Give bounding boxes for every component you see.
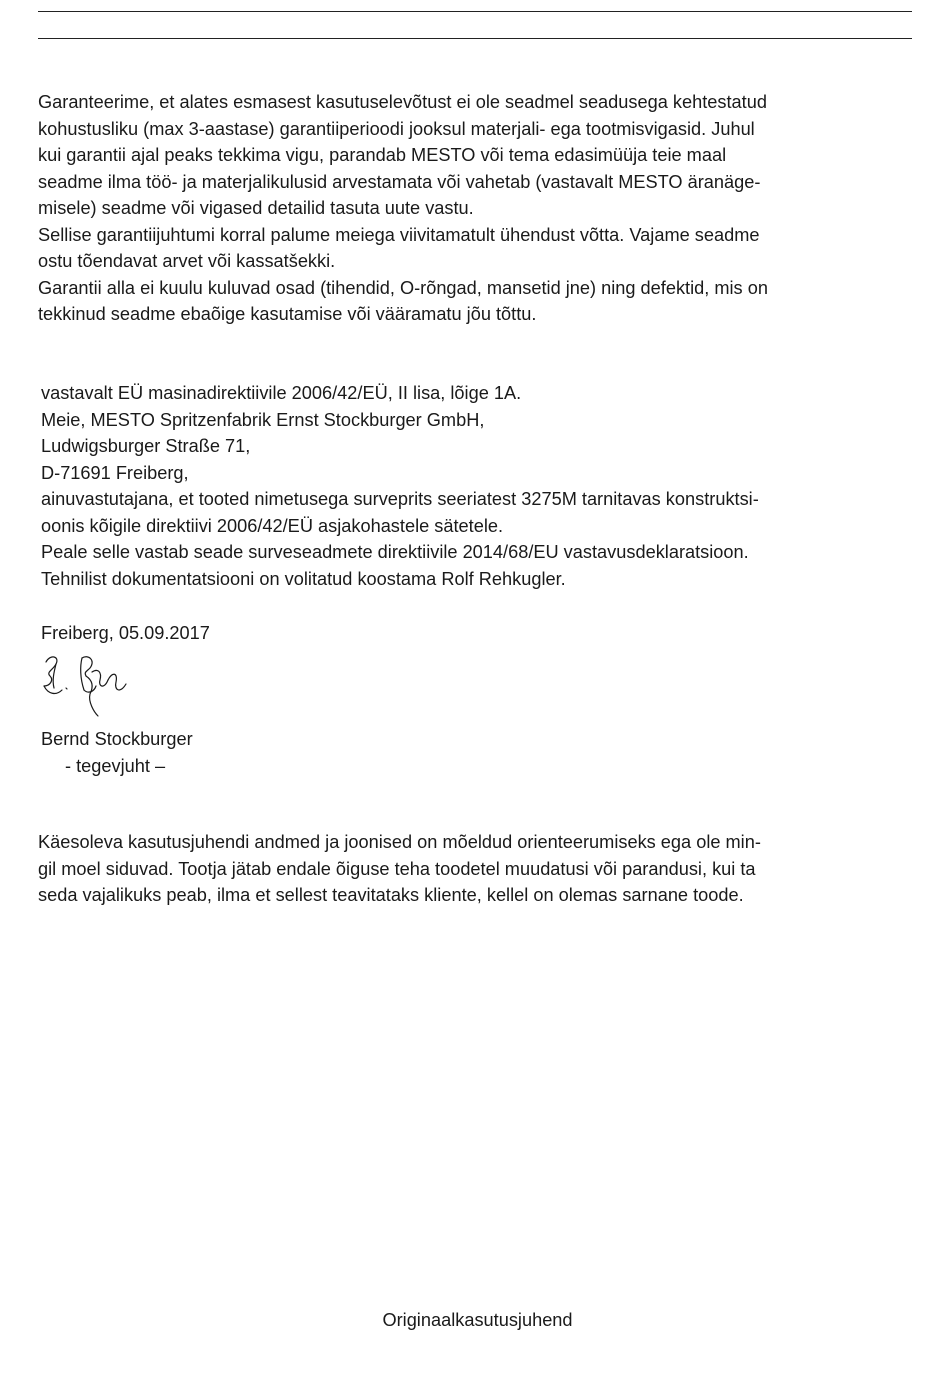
conformity-declaration	[41, 380, 921, 592]
signer-name: Bernd Stockburger	[41, 729, 193, 749]
handwritten-signature	[40, 650, 132, 722]
warranty-line: Garantii alla ei kuulu kuluvad osad (tihendid, O-rõngad, mansetid jne) ning defektid, mis on	[38, 277, 768, 298]
declaration-line: Tehnilist dokumentatsiooni on volitatud koostama Rolf Rehkugler.	[41, 568, 566, 589]
disclaimer-paragraph	[38, 829, 918, 909]
declaration-line: Peale selle vastab seade surveseadmete direktiivile 2014/68/EU vastavusdeklaratsioon.	[41, 542, 749, 562]
warranty-line: Sellise garantiijuhtumi korral palume meiega viivitamatult ühendust võtta. Vajame seadme	[38, 224, 760, 245]
warranty-line: kui garantii ajal peaks tekkima vigu, parandab MESTO või tema edasimüüja teie maal	[38, 145, 727, 165]
declaration-line: Meie, MESTO Spritzenfabrik Ernst Stockburger GmbH,	[41, 409, 485, 430]
signer-title: - tegevjuht –	[65, 756, 166, 776]
disclaimer-line: seda vajalikuks peab, ilma et sellest teavitataks kliente, kellel on olemas sarnane toode.	[38, 885, 744, 905]
disclaimer-line: gil moel siduvad. Tootja jätab endale õiguse teha toodetel muudatusi või parandusi, kui ta	[38, 858, 756, 879]
declaration-line: D-71691 Freiberg,	[41, 462, 189, 483]
warranty-line: seadme ilma töö- ja materjalikulusid arvestamata või vahetab (vastavalt MESTO äranäge-	[38, 171, 761, 192]
warranty-line: kohustusliku (max 3-aastase) garantiiperioodi jooksul materjali- ega tootmisvigasid. Juhul	[38, 118, 755, 139]
declaration-line: ainuvastutajana, et tooted nimetusega surveprits seeriatest 3275M tarnitavas konstruktsi-	[41, 489, 759, 509]
page-footer: Originaalkasutusjuhend	[382, 1310, 573, 1330]
warranty-line: ostu tõendavat arvet või kassatšekki.	[38, 251, 336, 271]
declaration-line: oonis kõigile direktiivi 2006/42/EÜ asjakohastele sätetele.	[41, 515, 504, 536]
place-date: Freiberg, 05.09.2017	[41, 623, 210, 643]
top-rule	[38, 11, 912, 12]
header-rule	[38, 38, 912, 39]
warranty-paragraph	[38, 89, 918, 328]
declaration-line: vastavalt EÜ masinadirektiivile 2006/42/EÜ, II lisa, lõige 1A.	[41, 383, 522, 403]
warranty-line: tekkinud seadme ebaõige kasutamise või vääramatu jõu tõttu.	[38, 304, 537, 324]
warranty-line: misele) seadme või vigased detailid tasuta uute vastu.	[38, 198, 474, 218]
declaration-line: Ludwigsburger Straße 71,	[41, 436, 251, 456]
disclaimer-line: Käesoleva kasutusjuhendi andmed ja joonised on mõeldud orienteerumiseks ega ole min-	[38, 832, 761, 852]
warranty-line: Garanteerime, et alates esmasest kasutuselevõtust ei ole seadmel seadusega kehtestatud	[38, 92, 767, 112]
